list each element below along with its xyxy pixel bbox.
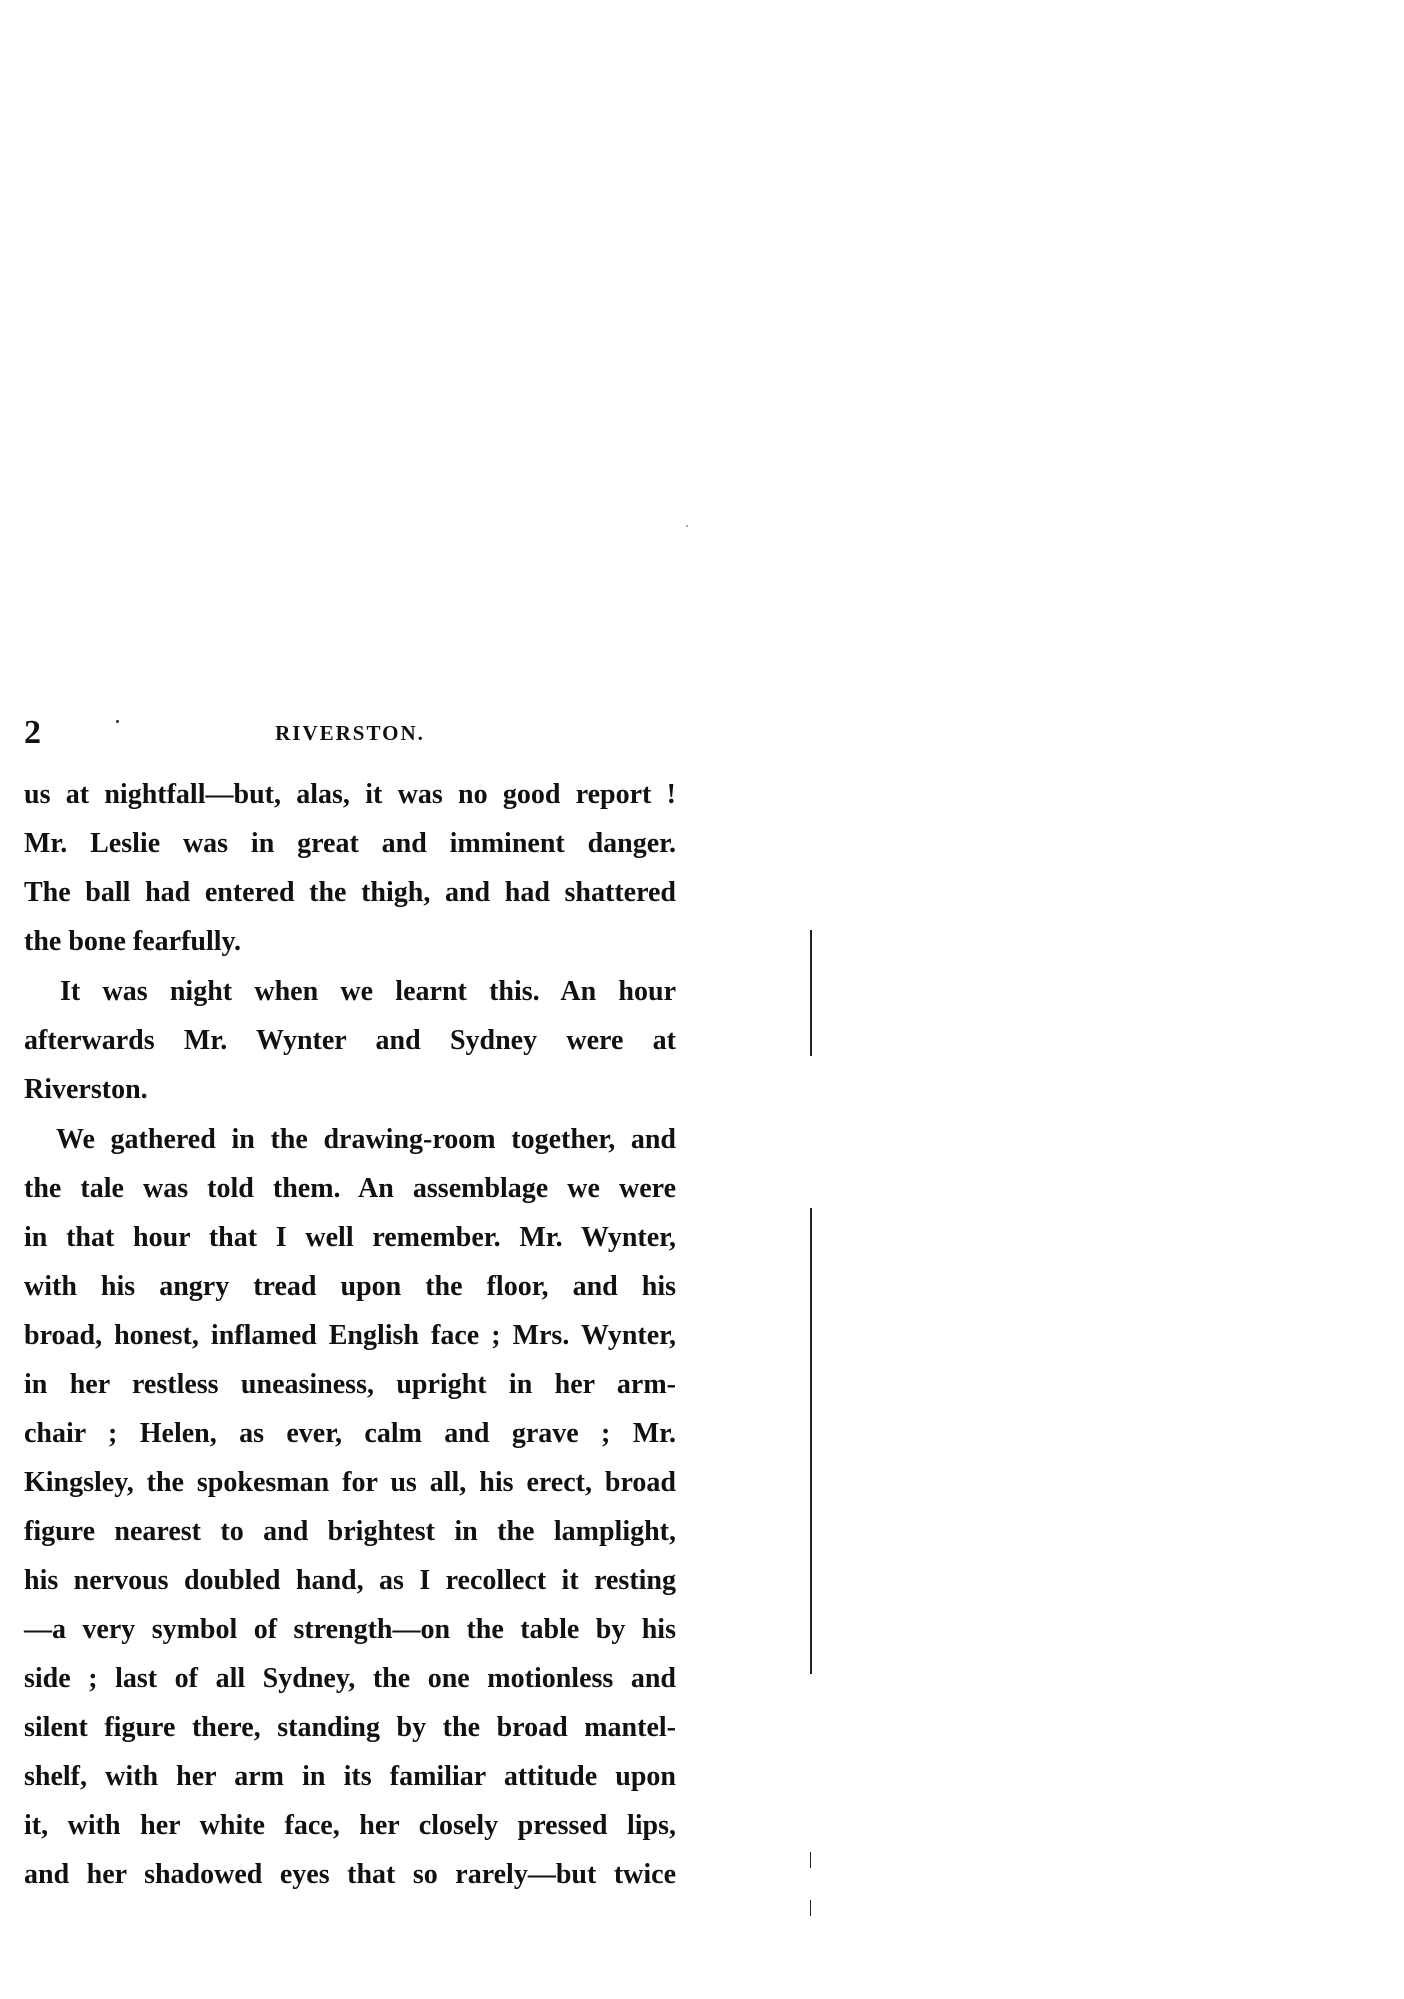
text-line: silent figure there, standing by the broad mantel- [24, 1712, 676, 1743]
scan-gutter-line [810, 1208, 812, 1674]
text-line: figure nearest to and brightest in the lamplight, [24, 1516, 676, 1547]
text-line: the tale was told them. An assemblage we were [24, 1173, 676, 1204]
text-line: the bone fearfully. [24, 926, 241, 957]
paragraph-2 [24, 967, 676, 1114]
body-text [24, 770, 676, 1900]
text-line: in that hour that I well remember. Mr. Wynter, [24, 1222, 676, 1253]
text-line: side ; last of all Sydney, the one motionless and [24, 1663, 676, 1694]
scan-gutter-line [810, 1852, 811, 1868]
text-line: with his angry tread upon the floor, and his [24, 1271, 676, 1302]
text-line: afterwards Mr. Wynter and Sydney were at [24, 1025, 676, 1056]
scan-gutter-line [810, 930, 812, 1056]
text-line: and her shadowed eyes that so rarely—but twice [24, 1859, 676, 1890]
text-line: it, with her white face, her closely pressed lips, [24, 1810, 676, 1841]
text-line: his nervous doubled hand, as I recollect it resting [24, 1565, 676, 1596]
scan-speck [686, 525, 688, 527]
text-line: Riverston. [24, 1074, 148, 1105]
text-line: It was night when we learnt this. An hour [60, 976, 676, 1007]
page-number: 2 [24, 714, 41, 751]
text-line: Kingsley, the spokesman for us all, his erect, broad [24, 1467, 676, 1498]
text-line: We gathered in the drawing-room together, and [56, 1124, 676, 1155]
text-line: us at nightfall—but, alas, it was no good report ! [24, 779, 676, 810]
page-header [24, 708, 676, 758]
scan-gutter-line [810, 1900, 811, 1916]
text-line: chair ; Helen, as ever, calm and grave ; Mr. [24, 1418, 676, 1449]
text-line: in her restless uneasiness, upright in her arm- [24, 1369, 676, 1400]
paragraph-1 [24, 770, 676, 966]
text-line: broad, honest, inflamed English face ; Mrs. Wynter, [24, 1320, 676, 1351]
running-head: RIVERSTON. [275, 721, 425, 745]
text-line: shelf, with her arm in its familiar attitude upon [24, 1761, 676, 1792]
text-line: —a very symbol of strength—on the table by his [24, 1614, 676, 1645]
text-line: Mr. Leslie was in great and imminent danger. [24, 828, 676, 859]
text-line: The ball had entered the thigh, and had shattered [24, 877, 676, 908]
paragraph-3 [24, 1115, 676, 1899]
